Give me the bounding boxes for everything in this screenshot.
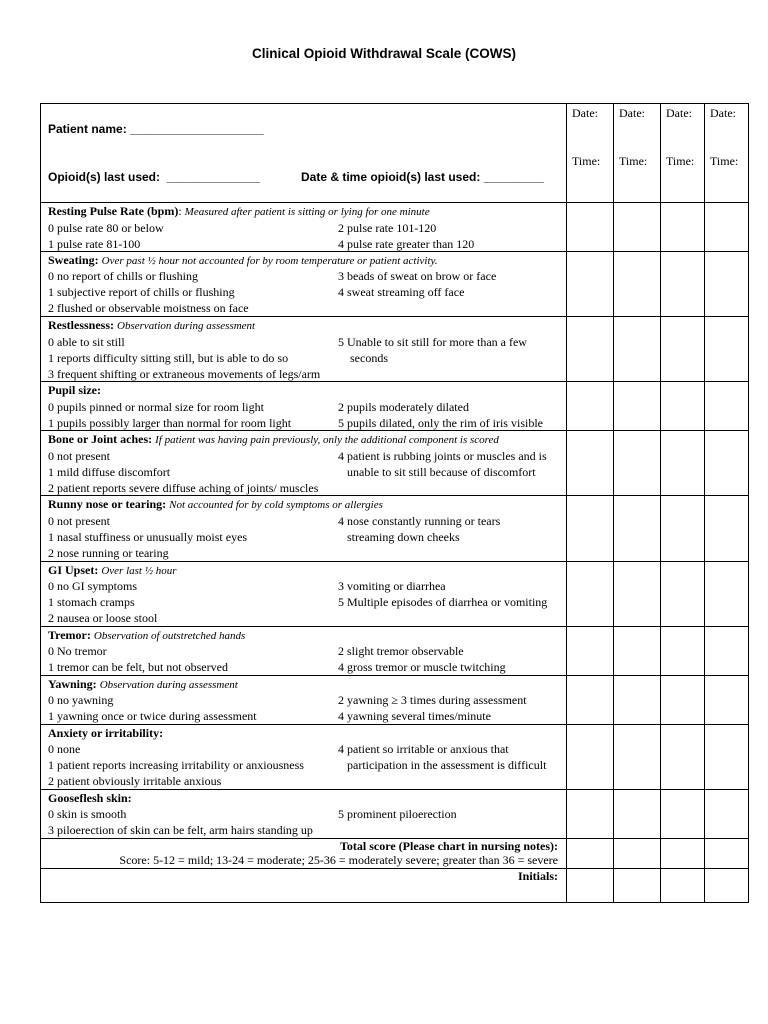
score-option-left: 1 reports difficulty sitting still, but is able to do so [48, 350, 289, 365]
score-option-right: 4 nose constantly running or tears [338, 513, 501, 528]
score-row [48, 285, 568, 301]
section-note: Observation during assessment [99, 678, 238, 691]
section-heading [48, 726, 568, 743]
score-option-left: 2 nose running or tearing [48, 545, 169, 560]
score-row [48, 758, 568, 774]
section-9 [48, 726, 568, 791]
total-score-label: Total score (Please chart in nursing notes): [340, 838, 558, 853]
section-heading [48, 253, 568, 270]
score-option-right: 5 Unable to sit still for more than a few [338, 334, 527, 349]
score-option-right: unable to sit still because of discomfort [338, 464, 536, 479]
section-note: Over past ½ hour not accounted for by room temperature or patient activity. [101, 254, 438, 267]
score-row [48, 611, 568, 627]
section-name: Restlessness: [48, 318, 114, 333]
section-heading [48, 318, 568, 335]
score-option-left: 0 pupils pinned or normal size for room light [48, 399, 264, 414]
initials-label: Initials: [517, 868, 558, 883]
score-option-left: 2 flushed or observable moistness on face [48, 301, 249, 316]
column-divider [704, 104, 705, 902]
column-divider [613, 104, 614, 902]
score-row [48, 514, 568, 530]
opioids-last-used-field[interactable]: Opioid(s) last used: ______________ [48, 170, 261, 184]
score-option-left: 0 skin is smooth [48, 807, 127, 822]
score-option-right: 2 yawning ≥ 3 times during assessment [338, 693, 527, 708]
score-option-left: 1 subjective report of chills or flushing [48, 285, 235, 300]
section-divider [41, 251, 748, 252]
section-divider [41, 724, 748, 725]
date-label-2: Date: [619, 106, 645, 120]
score-row [48, 465, 568, 481]
score-option-left: 1 nasal stuffiness or unusually moist eyes [48, 529, 248, 544]
score-option-left: 1 pulse rate 81-100 [48, 236, 141, 251]
date-label-4: Date: [710, 106, 736, 120]
score-option-left: 0 not present [48, 513, 110, 528]
score-row [48, 693, 568, 709]
score-row [48, 301, 568, 317]
score-key: Score: 5-12 = mild; 13-24 = moderate; 25-36 = moderately severe; greater than 36 = severe [119, 852, 558, 867]
score-row [48, 335, 568, 351]
score-row [48, 807, 568, 823]
date-time-last-used-field[interactable]: Date & time opioid(s) last used: _________ [301, 170, 544, 184]
column-divider [660, 104, 661, 902]
section-heading [48, 432, 568, 449]
time-label-4: Time: [710, 154, 739, 168]
section-divider [41, 675, 748, 676]
section-heading [48, 563, 568, 580]
score-option-left: 2 patient obviously irritable anxious [48, 774, 222, 789]
section-heading [48, 383, 568, 400]
score-row [48, 644, 568, 660]
section-note: Observation during assessment [117, 320, 256, 333]
score-option-left: 0 no GI symptoms [48, 579, 138, 594]
section-note: Over last ½ hour [101, 564, 177, 577]
date-label-3: Date: [666, 106, 692, 120]
score-option-right: 4 patient so irritable or anxious that [338, 742, 509, 757]
score-row [48, 595, 568, 611]
score-row [48, 449, 568, 465]
score-option-left: 1 yawning once or twice during assessment [48, 709, 257, 724]
score-option-left: 0 able to sit still [48, 334, 125, 349]
score-option-right: 4 patient is rubbing joints or muscles and is [338, 448, 547, 463]
score-row [48, 351, 568, 367]
section-divider [41, 561, 748, 562]
score-option-right: 4 gross tremor or muscle twitching [338, 660, 506, 675]
score-option-right: seconds [338, 350, 388, 365]
total-divider [41, 868, 748, 869]
cows-form-table [40, 103, 749, 903]
section-divider [41, 495, 748, 496]
score-row [48, 221, 568, 237]
section-name: Gooseflesh skin: [48, 790, 132, 805]
time-label-2: Time: [619, 154, 648, 168]
section-5 [48, 497, 568, 562]
section-divider [41, 626, 748, 627]
score-option-right: 2 pupils moderately dilated [338, 399, 469, 414]
score-option-left: 3 frequent shifting or extraneous movements of legs/arm [48, 366, 321, 381]
section-2 [48, 318, 568, 383]
score-option-left: 3 piloerection of skin can be felt, arm hairs standing up [48, 823, 313, 838]
section-divider [41, 381, 748, 382]
score-option-left: 1 stomach cramps [48, 595, 135, 610]
section-heading [48, 497, 568, 514]
time-label-3: Time: [666, 154, 695, 168]
section-4 [48, 432, 568, 497]
section-heading [48, 204, 568, 221]
score-option-right: 3 beads of sweat on brow or face [338, 269, 497, 284]
score-option-right: streaming down cheeks [338, 529, 460, 544]
section-1 [48, 253, 568, 318]
section-name: Anxiety or irritability: [48, 725, 164, 740]
score-row [48, 400, 568, 416]
section-8 [48, 677, 568, 726]
score-option-left: 1 tremor can be felt, but not observed [48, 660, 228, 675]
section-0 [48, 204, 568, 253]
score-row [48, 481, 568, 497]
section-10 [48, 791, 568, 840]
score-option-left: 0 no yawning [48, 693, 114, 708]
score-row [48, 269, 568, 285]
section-name: Tremor: [48, 627, 91, 642]
section-3 [48, 383, 568, 432]
section-6 [48, 563, 568, 628]
score-option-left: 0 No tremor [48, 644, 107, 659]
score-option-left: 0 pulse rate 80 or below [48, 220, 164, 235]
date-label-1: Date: [572, 106, 598, 120]
section-heading [48, 791, 568, 808]
score-option-left: 2 patient reports severe diffuse aching of joints/ muscles [48, 480, 319, 495]
score-option-right: 4 sweat streaming off face [338, 285, 465, 300]
score-row [48, 579, 568, 595]
section-name: Runny nose or tearing: [48, 497, 167, 512]
section-note: If patient was having pain previously, only the additional component is scored [155, 434, 499, 447]
section-divider [41, 838, 748, 839]
score-option-right: 5 Multiple episodes of diarrhea or vomiting [338, 595, 548, 610]
section-divider [41, 316, 748, 317]
score-option-right: 2 pulse rate 101-120 [338, 220, 437, 235]
section-divider [41, 430, 748, 431]
section-note: Observation of outstretched hands [93, 629, 246, 642]
score-option-right: 4 pulse rate greater than 120 [338, 236, 475, 251]
score-option-right: 4 yawning several times/minute [338, 709, 491, 724]
score-row [48, 546, 568, 562]
section-name: Yawning: [48, 676, 97, 691]
section-7 [48, 628, 568, 677]
section-name: Bone or Joint aches: [48, 432, 153, 447]
score-row [48, 742, 568, 758]
section-name: Resting Pulse Rate (bpm) [48, 204, 179, 218]
score-option-left: 1 patient reports increasing irritability or anxiousness [48, 758, 304, 773]
score-option-left: 1 pupils possibly larger than normal for room light [48, 415, 292, 430]
score-row [48, 530, 568, 546]
section-heading [48, 628, 568, 645]
section-note: Not accounted for by cold symptoms or allergies [169, 499, 383, 512]
section-name: Pupil size: [48, 383, 101, 398]
score-option-right: 3 vomiting or diarrhea [338, 579, 446, 594]
score-option-left: 0 not present [48, 448, 110, 463]
score-option-right: 2 slight tremor observable [338, 644, 464, 659]
score-option-left: 2 nausea or loose stool [48, 611, 158, 626]
score-option-left: 0 no report of chills or flushing [48, 269, 198, 284]
score-option-right: 5 pupils dilated, only the rim of iris visible [338, 415, 543, 430]
score-option-left: 1 mild diffuse discomfort [48, 464, 171, 479]
section-separator: : [178, 204, 185, 218]
score-option-right: participation in the assessment is difficult [338, 758, 547, 773]
header-divider [41, 202, 748, 203]
score-option-left: 0 none [48, 742, 81, 757]
section-name: Sweating: [48, 252, 99, 267]
score-option-right: 5 prominent piloerection [338, 807, 457, 822]
section-name: GI Upset: [48, 562, 99, 577]
section-heading [48, 677, 568, 694]
score-row [48, 774, 568, 790]
patient-name-field[interactable]: Patient name: ____________________ [48, 122, 264, 136]
score-row [48, 367, 568, 383]
time-label-1: Time: [572, 154, 601, 168]
section-note: Measured after patient is sitting or lying for one minute [184, 206, 430, 218]
page-title: Clinical Opioid Withdrawal Scale (COWS) [252, 46, 516, 61]
section-divider [41, 789, 748, 790]
